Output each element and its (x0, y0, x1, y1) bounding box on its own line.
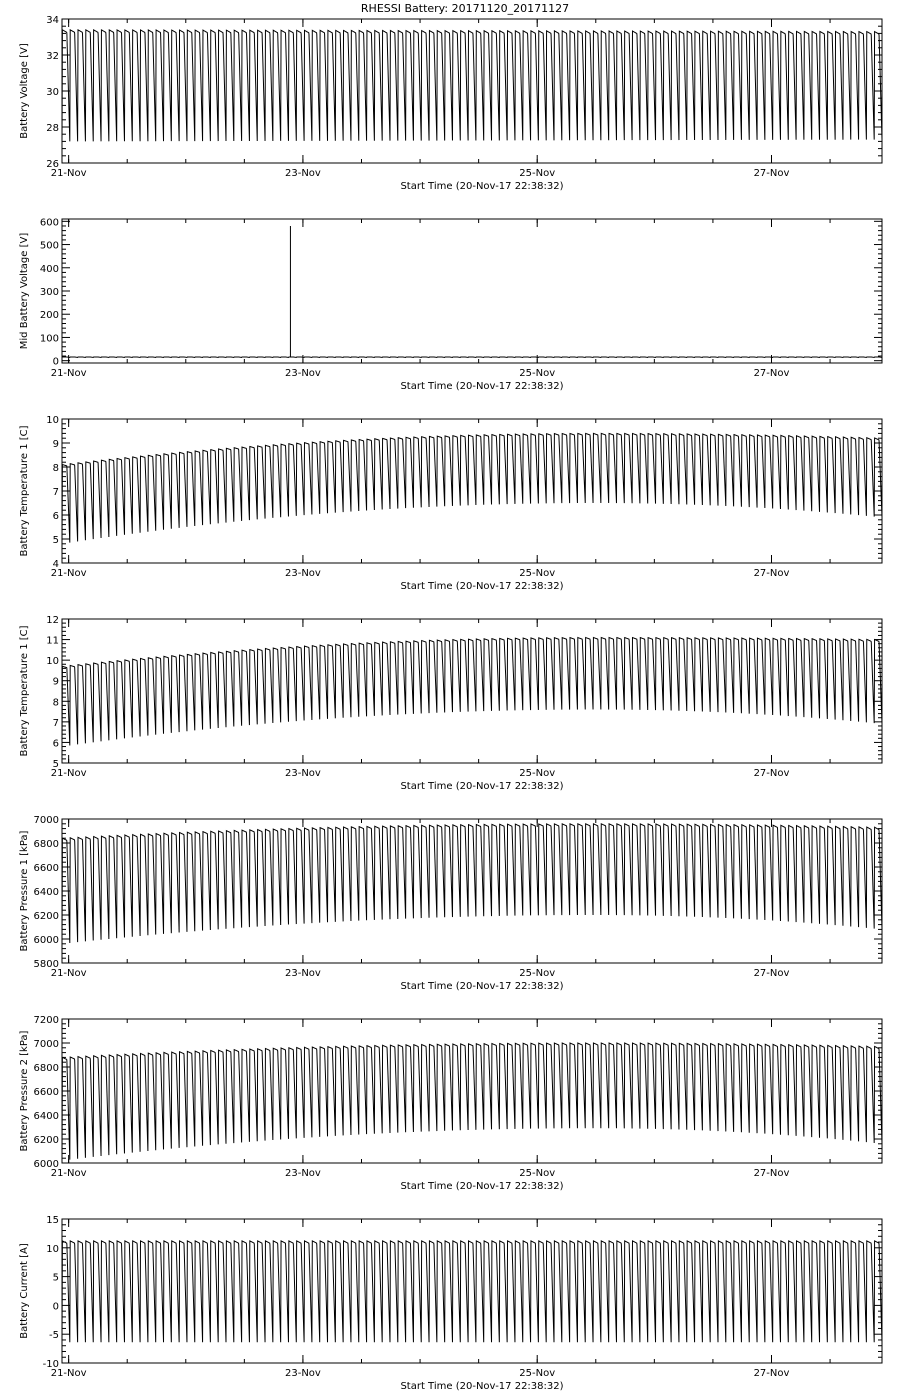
x-axis-label: Start Time (20-Nov-17 22:38:32) (400, 581, 564, 592)
plot-frame (62, 819, 882, 963)
panel-6 (19, 1015, 882, 1192)
plot-frame (62, 19, 882, 163)
x-axis-label: Start Time (20-Nov-17 22:38:32) (400, 381, 564, 392)
panel-1 (19, 15, 882, 192)
y-tick-label: 500 (39, 240, 59, 252)
y-tick-label: 9 (52, 676, 59, 688)
y-axis-label: Battery Pressure 2 [kPa] (19, 1030, 30, 1152)
x-tick-label: 27-Nov (753, 1168, 790, 1179)
y-tick-label: 12 (46, 615, 59, 626)
x-tick-label: 23-Nov (284, 368, 321, 379)
y-tick-label: 32 (46, 51, 59, 62)
y-tick-label: 300 (39, 287, 59, 298)
panel-4 (19, 615, 882, 792)
y-axis-label: Battery Current [A] (19, 1243, 30, 1339)
y-tick-label: 8 (52, 697, 59, 709)
series-line (62, 1043, 882, 1161)
y-tick-label: 28 (46, 123, 59, 134)
x-tick-label: 23-Nov (284, 568, 321, 579)
x-axis-label: Start Time (20-Nov-17 22:38:32) (400, 1381, 564, 1392)
y-tick-label: 7 (52, 717, 59, 729)
y-tick-label: 5 (52, 535, 59, 546)
y-tick-label: 400 (39, 263, 59, 275)
x-tick-label: 23-Nov (284, 968, 321, 979)
y-tick-label: -10 (42, 1359, 59, 1370)
y-axis-label: Battery Temperature 1 [C] (19, 425, 30, 557)
x-tick-label: 25-Nov (519, 768, 556, 779)
series-line (62, 30, 882, 142)
x-axis-label: Start Time (20-Nov-17 22:38:32) (400, 1181, 564, 1192)
y-tick-label: 5800 (33, 959, 59, 970)
x-tick-label: 21-Nov (50, 568, 87, 579)
y-tick-label: 6800 (33, 1063, 59, 1074)
y-axis-label: Battery Temperature 1 [C] (19, 625, 30, 757)
x-tick-label: 21-Nov (50, 368, 87, 379)
y-tick-label: 6 (52, 511, 59, 522)
x-tick-label: 27-Nov (753, 368, 790, 379)
y-tick-label: 0 (52, 1301, 59, 1313)
x-tick-label: 21-Nov (50, 768, 87, 779)
y-tick-label: -5 (49, 1330, 59, 1342)
y-tick-label: 15 (46, 1215, 59, 1226)
panels-container (19, 15, 882, 1392)
y-tick-label: 6400 (33, 1111, 59, 1122)
y-tick-label: 10 (46, 1243, 59, 1255)
x-tick-label: 21-Nov (50, 1368, 87, 1379)
y-tick-label: 10 (46, 415, 59, 426)
x-axis-label: Start Time (20-Nov-17 22:38:32) (400, 181, 564, 192)
y-tick-label: 4 (52, 559, 59, 570)
x-axis-label: Start Time (20-Nov-17 22:38:32) (400, 981, 564, 992)
series-line (62, 638, 882, 747)
panel-5 (19, 815, 882, 992)
y-tick-label: 6200 (33, 911, 59, 922)
y-tick-label: 5 (52, 1272, 59, 1284)
y-tick-label: 7000 (33, 815, 59, 826)
y-tick-label: 100 (39, 333, 59, 345)
x-tick-label: 23-Nov (284, 168, 321, 179)
y-tick-label: 6200 (33, 1135, 59, 1146)
x-tick-label: 23-Nov (284, 768, 321, 779)
y-axis-label: Mid Battery Voltage [V] (19, 232, 30, 350)
y-tick-label: 6 (52, 738, 59, 750)
panel-3 (19, 415, 882, 592)
y-tick-label: 6000 (33, 1159, 59, 1170)
y-tick-label: 7200 (33, 1015, 59, 1026)
x-tick-label: 27-Nov (753, 568, 790, 579)
panel-7 (19, 1215, 882, 1392)
x-tick-label: 23-Nov (284, 1368, 321, 1379)
panel-2 (19, 217, 882, 392)
x-tick-label: 27-Nov (753, 968, 790, 979)
y-tick-label: 7 (52, 487, 59, 498)
x-tick-label: 25-Nov (519, 968, 556, 979)
y-tick-label: 34 (46, 15, 59, 26)
series-line (62, 433, 882, 543)
y-tick-label: 26 (46, 159, 59, 170)
y-tick-label: 30 (46, 87, 59, 98)
y-tick-label: 200 (39, 310, 59, 322)
y-tick-label: 600 (39, 217, 59, 229)
y-tick-label: 9 (52, 439, 59, 450)
y-axis-label: Battery Pressure 1 [kPa] (19, 830, 30, 952)
y-tick-label: 0 (52, 356, 59, 368)
series-line (62, 824, 882, 944)
y-tick-label: 10 (46, 656, 59, 668)
x-tick-label: 27-Nov (753, 1368, 790, 1379)
y-tick-label: 5 (52, 759, 59, 770)
x-tick-label: 21-Nov (50, 168, 87, 179)
x-tick-label: 23-Nov (284, 1168, 321, 1179)
plot-frame (62, 219, 882, 363)
y-tick-label: 6800 (33, 839, 59, 850)
x-tick-label: 21-Nov (50, 1168, 87, 1179)
y-tick-label: 6000 (33, 935, 59, 946)
x-axis-label: Start Time (20-Nov-17 22:38:32) (400, 781, 564, 792)
x-tick-label: 27-Nov (753, 168, 790, 179)
x-tick-label: 21-Nov (50, 968, 87, 979)
figure-title: RHESSI Battery: 20171120_20171127 (360, 2, 570, 15)
y-tick-label: 11 (46, 635, 59, 647)
x-tick-label: 25-Nov (519, 168, 556, 179)
x-tick-label: 25-Nov (519, 1368, 556, 1379)
y-tick-label: 6600 (33, 1087, 59, 1098)
y-tick-label: 7000 (33, 1039, 59, 1050)
x-tick-label: 25-Nov (519, 1168, 556, 1179)
series-line (62, 1241, 882, 1342)
x-tick-label: 25-Nov (519, 368, 556, 379)
y-tick-label: 6400 (33, 887, 59, 898)
y-tick-label: 6600 (33, 863, 59, 874)
x-tick-label: 27-Nov (753, 768, 790, 779)
x-tick-label: 25-Nov (519, 568, 556, 579)
y-axis-label: Battery Voltage [V] (19, 43, 30, 139)
y-tick-label: 8 (52, 463, 59, 474)
